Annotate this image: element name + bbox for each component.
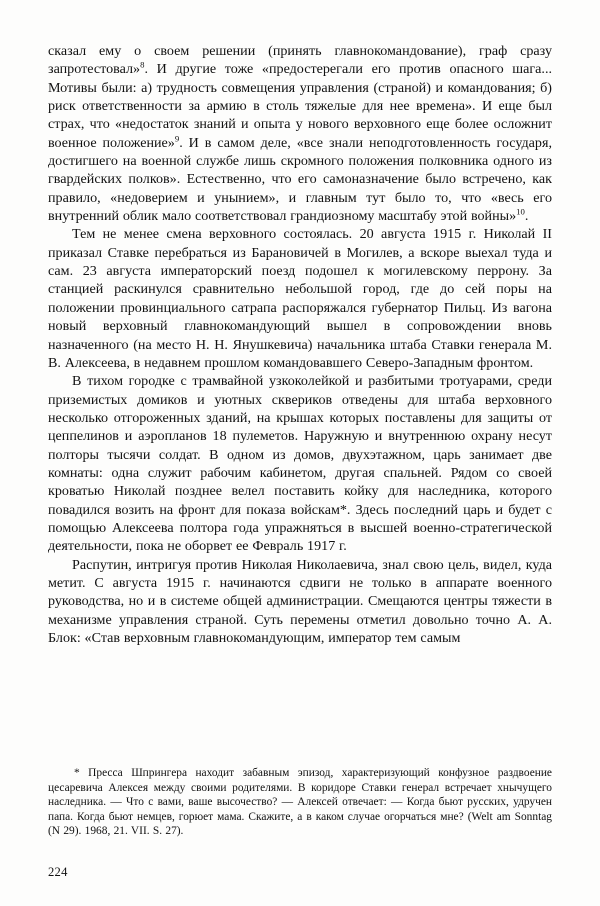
page-number: 224 [48, 865, 68, 879]
footnote-block [48, 766, 552, 839]
footnote-reference: 9 [174, 133, 180, 144]
footnote-reference: 10 [516, 206, 525, 217]
paragraph-1: сказал ему о своем решении (принять главнокомандование), граф сразу запротестовал»$^8$. И другие тоже «предостерегали его против опасного шага... Мотивы были: а) трудность совмещения управления (страной) и командования; б) риск ответственности за армию в столь тяжелые для нее времена». И еще был страх, что «недостаток знаний и опыта у нового верховного еще более осложнит военное положение»$^9$. И в самом деле, «все знали неподготовленность государя, достигшего на военной службе лишь скромного положения полковника одного из гвардейских полков». Естественно, что его самоназначение было встречено, как правило, «недоверием и унынием», и главным тут было то, что «весь его внутренний облик мало соответствовал грандиозному масштабу этой войны»$^{10}$. [48, 43, 552, 225]
paragraph-2: Тем не менее смена верховного состоялась. 20 августа 1915 г. Николай II приказал Ставке перебраться из Барановичей в Могилев, а вскоре выехал туда и сам. 23 августа императорский поезд подошел к могилевскому перрону. За станцией раскинулся сравнительно небольшой город, где до сей поры на положении провинциального сатрапа распоряжался губернатор Пильц. Из вагона новый верховный главнокомандующий вышел в сопровождении вновь назначенного (на место Н. Н. Янушкевича) начальника штаба Ставки генерала М. В. Алексеева, в недавнем прошлом командовавшего Северо-Западным фронтом. [48, 226, 552, 371]
footnote-reference: 8 [140, 59, 145, 70]
paragraph-4: Распутин, интригуя против Николая Николаевича, знал свою цель, видел, куда метит. С августа 1915 г. начинаются сдвиги не только в аппарате военного руководства, но и в системе общей администрации. Смещаются центры тяжести в механизме управления страной. Суть перемены отметил довольно точно А. А. Блок: «Став верховным главнокомандующим, император тем самым [48, 556, 552, 646]
footnote-text: * Пресса Шпрингера находит забавным эпизод, характеризующий конфузное раздвоение цесаревича Алексея между своими родителями. В коридоре Ставки генерал встречает хнычущего наследника. — Что с вами, ваше высочество? — Алексей отвечает: — Когда бьют русских, удручен папа. Когда бьют немцев, горюет мама. Скажите, а в каком случае огорчаться мне? (Welt am Sonntag (N 29). 1968, 21. VII. S. 27). [48, 767, 552, 838]
main-text-block [48, 42, 552, 647]
paragraph-3: В тихом городке с трамвайной узкоколейкой и разбитыми тротуарами, среди приземистых домиков и уютных сквериков отведены для штаба верховного несколько отгороженных зданий, на крышах которых поставлены для защиты от цеппелинов и аэропланов 18 пулеметов. Наружную и внутреннюю охрану несут полторы тысячи солдат. В одном из домов, двухэтажном, царь занимает две комнаты: одна служит рабочим кабинетом, другая спальней. Рядом со своей кроватью Николай позднее велел поставить койку для наследника, которого повадился возить на фронт для показа войскам*. Здесь последний царь и будет с помощью Алексеева полтора года упражняться в высшей военно-стратегической деятельности, пока не оборвет ее Февраль 1917 г. [48, 373, 552, 555]
